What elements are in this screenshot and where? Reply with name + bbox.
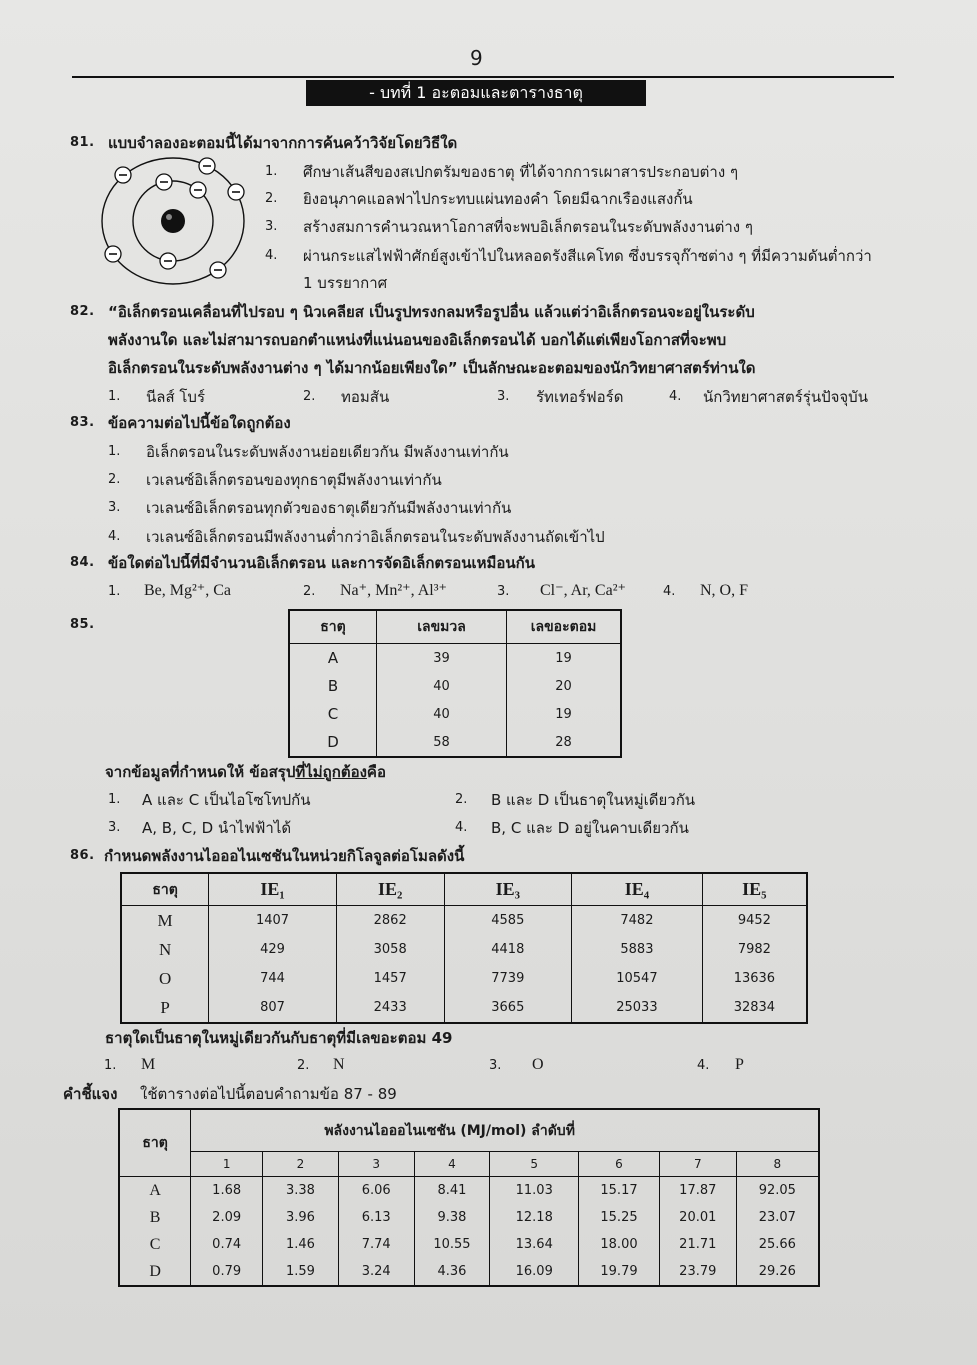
table-row <box>121 906 807 936</box>
column-header: เลขอะตอม <box>507 610 621 644</box>
table-row <box>119 1204 819 1231</box>
table-cell: A <box>119 1177 191 1205</box>
question-stem: แบบจำลองอะตอมนี้ได้มาจากการค้นคว้าวิจัยโดยวิธีใด <box>108 134 458 152</box>
table-row <box>119 1231 819 1258</box>
table-row <box>119 1177 819 1205</box>
option-number: 1. <box>108 389 121 404</box>
option-number: 2. <box>265 191 278 206</box>
table-cell: 3.96 <box>263 1204 339 1231</box>
table-row <box>121 993 807 1023</box>
table-cell: 23.79 <box>659 1258 736 1286</box>
question-stem: ข้อความต่อไปนี้ข้อใดถูกต้อง <box>108 414 291 432</box>
question-stem-line: อิเล็กตรอนในระดับพลังงานต่าง ๆ ได้มากน้อยเพียงใด” เป็นลักษณะอะตอมของนักวิทยาศาสตร์ท่านใด <box>108 359 756 377</box>
table-cell: 18.00 <box>579 1231 660 1258</box>
prompt-text: คือ <box>366 763 386 781</box>
option-number: 3. <box>489 1058 502 1073</box>
question-number: 81. <box>70 135 95 150</box>
table-cell: 4418 <box>444 935 572 964</box>
option-text: B และ D เป็นธาตุในหมู่เดียวกัน <box>491 791 696 809</box>
table-cell: 10547 <box>572 964 703 993</box>
table-cell: 13.64 <box>490 1231 579 1258</box>
table-cell: 40 <box>376 700 506 728</box>
table-cell: 29.26 <box>736 1258 819 1286</box>
table-subheader-row <box>119 1152 819 1177</box>
column-header: IE₂ <box>336 873 444 906</box>
option-text: O <box>532 1056 544 1073</box>
table-cell: 10.55 <box>414 1231 490 1258</box>
column-header: 4 <box>414 1152 490 1177</box>
table-cell: N <box>121 935 209 964</box>
option-text: สร้างสมการคำนวณหาโอกาสที่จะพบอิเล็กตรอนในระดับพลังงานต่าง ๆ <box>303 218 753 236</box>
table-cell: 15.17 <box>579 1177 660 1205</box>
table-cell: 58 <box>376 728 506 757</box>
table-cell: 807 <box>209 993 337 1023</box>
option-text: A และ C เป็นไอโซโทปกัน <box>142 791 311 809</box>
table-cell: 32834 <box>702 993 807 1023</box>
option-number: 2. <box>108 472 121 487</box>
table-cell: 8.41 <box>414 1177 490 1205</box>
option-text: P <box>735 1056 744 1073</box>
table-cell: 1.59 <box>263 1258 339 1286</box>
option-number: 3. <box>265 219 278 234</box>
option-text: เวเลนซ์อิเล็กตรอนทุกตัวของธาตุเดียวกันมีพลังงานเท่ากัน <box>146 499 512 517</box>
option-number: 3. <box>108 500 121 515</box>
ionization-energy-table-mj <box>118 1108 820 1287</box>
option-text: นีลส์ โบร์ <box>146 388 206 406</box>
table-cell: 3665 <box>444 993 572 1023</box>
option-number: 2. <box>297 1058 310 1073</box>
column-header: ธาตุ <box>289 610 376 644</box>
table-cell: 15.25 <box>579 1204 660 1231</box>
table-cell: D <box>119 1258 191 1286</box>
table-cell: 4.36 <box>414 1258 490 1286</box>
question-number: 86. <box>70 848 95 863</box>
column-header: 7 <box>659 1152 736 1177</box>
question-prompt <box>105 762 386 782</box>
table-cell: 744 <box>209 964 337 993</box>
question-number: 85. <box>70 617 95 632</box>
column-header: 8 <box>736 1152 819 1177</box>
column-header: 5 <box>490 1152 579 1177</box>
electron <box>190 182 206 198</box>
prompt-text: จากข้อมูลที่กำหนดให้ ข้อสรุป <box>105 763 296 781</box>
table-cell: 3.24 <box>338 1258 414 1286</box>
header-rule <box>72 76 894 78</box>
option-number: 1. <box>104 1058 117 1073</box>
table-cell: 17.87 <box>659 1177 736 1205</box>
option-number: 1. <box>108 584 121 599</box>
option-text: รัทเทอร์ฟอร์ด <box>536 388 624 406</box>
option-text: เวเลนซ์อิเล็กตรอนมีพลังงานต่ำกว่าอิเล็กตรอนในระดับพลังงานถัดเข้าไป <box>146 528 605 546</box>
table-cell: C <box>119 1231 191 1258</box>
table-cell: 12.18 <box>490 1204 579 1231</box>
table-cell: 1.46 <box>263 1231 339 1258</box>
option-number: 2. <box>303 389 316 404</box>
nucleus-highlight <box>166 214 172 220</box>
option-text: อิเล็กตรอนในระดับพลังงานย่อยเดียวกัน มีพลังงานเท่ากัน <box>146 443 509 461</box>
option-number: 3. <box>497 389 510 404</box>
table-cell: 6.13 <box>338 1204 414 1231</box>
question-stem: ข้อใดต่อไปนี้ที่มีจำนวนอิเล็กตรอน และการจัดอิเล็กตรอนเหมือนกัน <box>108 554 535 572</box>
option-text: N <box>333 1056 345 1073</box>
table-cell: C <box>289 700 376 728</box>
column-header: IE₅ <box>702 873 807 906</box>
electron <box>160 253 176 269</box>
table-cell: 28 <box>507 728 621 757</box>
column-header: ธาตุ <box>119 1109 191 1177</box>
table-cell: 25033 <box>572 993 703 1023</box>
table-row <box>119 1258 819 1286</box>
option-number: 4. <box>663 584 676 599</box>
option-number: 4. <box>108 529 121 544</box>
table-cell: 20.01 <box>659 1204 736 1231</box>
table-row <box>121 964 807 993</box>
table-row <box>289 672 621 700</box>
table-row <box>121 935 807 964</box>
table-cell: 23.07 <box>736 1204 819 1231</box>
option-number: 4. <box>697 1058 710 1073</box>
table-cell: 40 <box>376 672 506 700</box>
option-text: นักวิทยาศาสตร์รุ่นปัจจุบัน <box>703 388 868 406</box>
option-text: ศึกษาเส้นสีของสเปกตรัมของธาตุ ที่ได้จากการเผาสารประกอบต่าง ๆ <box>303 163 738 181</box>
table-cell: 6.06 <box>338 1177 414 1205</box>
table-cell: 25.66 <box>736 1231 819 1258</box>
electron <box>115 167 131 183</box>
option-number: 2. <box>455 792 468 807</box>
table-cell: 19 <box>507 700 621 728</box>
option-number: 4. <box>455 820 468 835</box>
column-header: 3 <box>338 1152 414 1177</box>
instruction-text: ใช้ตารางต่อไปนี้ตอบคำถามข้อ 87 - 89 <box>140 1085 397 1103</box>
table-cell: 3.38 <box>263 1177 339 1205</box>
option-number: 1. <box>108 792 121 807</box>
option-text: Be, Mg²⁺, Ca <box>144 582 232 599</box>
electron <box>156 174 172 190</box>
option-number: 3. <box>497 584 510 599</box>
ionization-energy-table-kj <box>120 872 808 1024</box>
column-header: IE₁ <box>209 873 337 906</box>
table-cell: 92.05 <box>736 1177 819 1205</box>
option-text: Na⁺, Mn²⁺, Al³⁺ <box>340 582 447 599</box>
table-cell: B <box>289 672 376 700</box>
option-number: 1. <box>108 444 121 459</box>
instruction-label: คำชี้แจง <box>63 1085 118 1103</box>
table-cell: D <box>289 728 376 757</box>
table-cell: 11.03 <box>490 1177 579 1205</box>
table-cell: 4585 <box>444 906 572 936</box>
table-cell: 19 <box>507 644 621 673</box>
column-header: ธาตุ <box>121 873 209 906</box>
table-cell: 2433 <box>336 993 444 1023</box>
question-number: 83. <box>70 415 95 430</box>
table-row <box>289 728 621 757</box>
page-number: 9 <box>470 46 483 70</box>
table-cell: 7982 <box>702 935 807 964</box>
question-prompt: ธาตุใดเป็นธาตุในหมู่เดียวกันกับธาตุที่มีเลขอะตอม 49 <box>105 1029 453 1047</box>
table-cell: O <box>121 964 209 993</box>
table-cell: 39 <box>376 644 506 673</box>
table-cell: 13636 <box>702 964 807 993</box>
nucleus <box>161 209 185 233</box>
column-header: 6 <box>579 1152 660 1177</box>
table-cell: P <box>121 993 209 1023</box>
option-text: ทอมสัน <box>341 388 390 406</box>
table-cell: 20 <box>507 672 621 700</box>
table-cell: 0.74 <box>191 1231 263 1258</box>
table-cell: 429 <box>209 935 337 964</box>
option-number: 4. <box>669 389 682 404</box>
atom-model-diagram <box>98 155 250 293</box>
table-header-row <box>289 610 621 644</box>
option-text: B, C และ D อยู่ในคาบเดียวกัน <box>491 819 689 837</box>
question-number: 84. <box>70 555 95 570</box>
option-text: ยิงอนุภาคแอลฟาไปกระทบแผ่นทองคำ โดยมีฉากเรืองแสงกั้น <box>303 190 693 208</box>
table-cell: 5883 <box>572 935 703 964</box>
option-text: เวเลนซ์อิเล็กตรอนของทุกธาตุมีพลังงานเท่ากัน <box>146 471 442 489</box>
column-header: 1 <box>191 1152 263 1177</box>
table-cell: A <box>289 644 376 673</box>
isotope-data-table <box>288 609 622 758</box>
option-number: 2. <box>303 584 316 599</box>
table-cell: 9452 <box>702 906 807 936</box>
table-cell: 7739 <box>444 964 572 993</box>
option-text: Cl⁻, Ar, Ca²⁺ <box>540 582 626 599</box>
table-row <box>289 700 621 728</box>
table-cell: 2.09 <box>191 1204 263 1231</box>
table-header-row <box>119 1109 819 1152</box>
electron <box>228 184 244 200</box>
question-stem: กำหนดพลังงานไอออไนเซชันในหน่วยกิโลจูลต่อโมลดังนี้ <box>104 847 465 865</box>
option-number: 1. <box>265 164 278 179</box>
table-cell: 7.74 <box>338 1231 414 1258</box>
prompt-underlined-text: ที่ไม่ถูกต้อง <box>295 763 367 781</box>
option-text: M <box>141 1056 156 1073</box>
table-cell: B <box>119 1204 191 1231</box>
column-header: 2 <box>263 1152 339 1177</box>
table-cell: M <box>121 906 209 936</box>
option-text: ผ่านกระแสไฟฟ้าศักย์สูงเข้าไปในหลอดรังสีแคโทด ซึ่งบรรจุก๊าซต่าง ๆ ที่มีความดันต่ำกว่า <box>303 247 872 265</box>
table-cell: 0.79 <box>191 1258 263 1286</box>
table-cell: 1407 <box>209 906 337 936</box>
column-header: เลขมวล <box>376 610 506 644</box>
table-cell: 7482 <box>572 906 703 936</box>
column-header: IE₃ <box>444 873 572 906</box>
table-cell: 16.09 <box>490 1258 579 1286</box>
option-text: A, B, C, D นำไฟฟ้าได้ <box>142 819 292 837</box>
group-header: พลังงานไอออไนเซชัน (MJ/mol) ลำดับที่ <box>191 1109 819 1152</box>
column-header: IE₄ <box>572 873 703 906</box>
question-number: 82. <box>70 304 95 319</box>
table-header-row <box>121 873 807 906</box>
table-cell: 1.68 <box>191 1177 263 1205</box>
table-cell: 9.38 <box>414 1204 490 1231</box>
table-cell: 2862 <box>336 906 444 936</box>
electron <box>105 246 121 262</box>
table-cell: 1457 <box>336 964 444 993</box>
option-number: 3. <box>108 820 121 835</box>
question-stem-line: พลังงานใด และไม่สามารถบอกตำแหน่งที่แน่นอนของอิเล็กตรอนได้ บอกได้แต่เพียงโอกาสที่จะพบ <box>108 331 727 349</box>
electron <box>210 262 226 278</box>
option-text-continued: 1 บรรยากาศ <box>303 274 388 292</box>
question-stem-line: “อิเล็กตรอนเคลื่อนที่ไปรอบ ๆ นิวเคลียส เป็นรูปทรงกลมหรือรูปอื่น แล้วแต่ว่าอิเล็กตรอนจะอยู่ในระดับ <box>108 303 755 321</box>
chapter-banner: - บทที่ 1 อะตอมและตารางธาตุ <box>306 80 646 106</box>
table-cell: 19.79 <box>579 1258 660 1286</box>
table-row <box>289 644 621 673</box>
table-cell: 3058 <box>336 935 444 964</box>
option-number: 4. <box>265 248 278 263</box>
table-cell: 21.71 <box>659 1231 736 1258</box>
electron <box>199 158 215 174</box>
option-text: N, O, F <box>700 582 749 599</box>
